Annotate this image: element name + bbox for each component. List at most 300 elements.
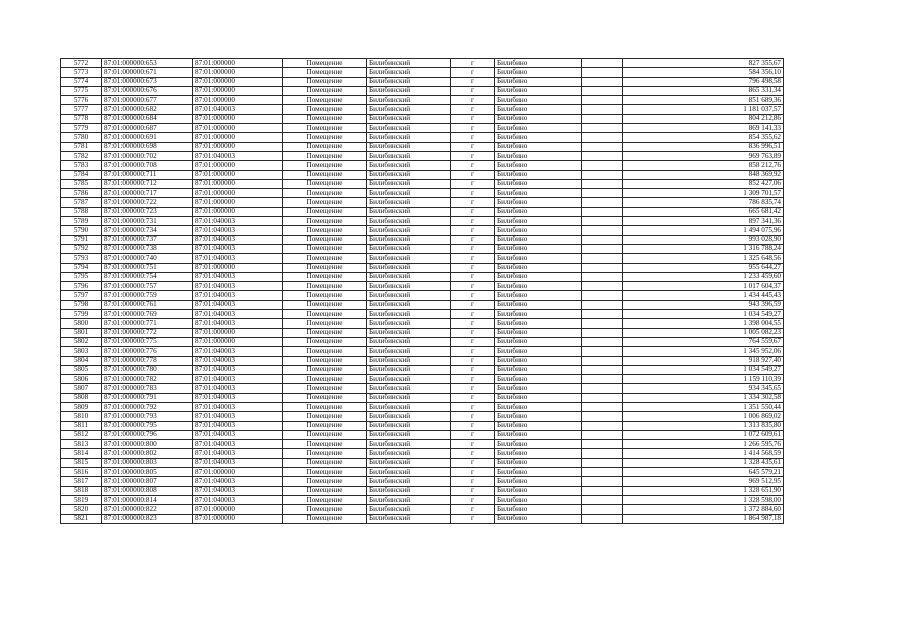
district-cell: Билибинский — [367, 291, 451, 300]
table-row — [61, 514, 784, 523]
settlement-name-cell: Билибино — [495, 59, 582, 68]
settlement-name-cell: Билибино — [495, 207, 582, 216]
settlement-kind-cell: г — [451, 495, 495, 504]
cadastral-value-cell: 804 212,86 — [623, 114, 784, 123]
empty-cell — [582, 151, 623, 160]
empty-cell — [582, 505, 623, 514]
table-row — [61, 300, 784, 309]
settlement-kind-cell: г — [451, 365, 495, 374]
settlement-name-cell: Билибино — [495, 282, 582, 291]
object-type-cell: Помещение — [283, 477, 367, 486]
district-cell: Билибинский — [367, 440, 451, 449]
object-type-cell: Помещение — [283, 114, 367, 123]
settlement-kind-cell: г — [451, 59, 495, 68]
cadastral-block-cell: 87:01:040003 — [193, 402, 283, 411]
cadastral-value-cell: 955 644,27 — [623, 263, 784, 272]
empty-cell — [582, 430, 623, 439]
district-cell: Билибинский — [367, 319, 451, 328]
settlement-kind-cell: г — [451, 133, 495, 142]
cadastral-number-cell: 87:01:000000:682 — [102, 105, 193, 114]
empty-cell — [582, 179, 623, 188]
cadastral-block-cell: 87:01:000000 — [193, 59, 283, 68]
object-type-cell: Помещение — [283, 133, 367, 142]
district-cell: Билибинский — [367, 430, 451, 439]
cadastral-value-table — [60, 58, 784, 524]
cadastral-block-cell: 87:01:040003 — [193, 412, 283, 421]
row-number-cell: 5817 — [61, 477, 102, 486]
cadastral-number-cell: 87:01:000000:823 — [102, 514, 193, 523]
cadastral-number-cell: 87:01:000000:808 — [102, 486, 193, 495]
settlement-kind-cell: г — [451, 161, 495, 170]
cadastral-value-cell: 1 309 701,57 — [623, 189, 784, 198]
row-number-cell: 5786 — [61, 189, 102, 198]
cadastral-block-cell: 87:01:000000 — [193, 263, 283, 272]
cadastral-value-cell: 943 396,59 — [623, 300, 784, 309]
table-row — [61, 161, 784, 170]
settlement-name-cell: Билибино — [495, 133, 582, 142]
object-type-cell: Помещение — [283, 105, 367, 114]
table-row — [61, 412, 784, 421]
cadastral-number-cell: 87:01:000000:791 — [102, 393, 193, 402]
object-type-cell: Помещение — [283, 291, 367, 300]
row-number-cell: 5784 — [61, 170, 102, 179]
cadastral-number-cell: 87:01:000000:708 — [102, 161, 193, 170]
row-number-cell: 5802 — [61, 337, 102, 346]
object-type-cell: Помещение — [283, 393, 367, 402]
district-cell: Билибинский — [367, 263, 451, 272]
settlement-kind-cell: г — [451, 356, 495, 365]
settlement-kind-cell: г — [451, 124, 495, 133]
object-type-cell: Помещение — [283, 440, 367, 449]
cadastral-block-cell: 87:01:040003 — [193, 235, 283, 244]
cadastral-number-cell: 87:01:000000:702 — [102, 151, 193, 160]
settlement-name-cell: Билибино — [495, 142, 582, 151]
object-type-cell: Помещение — [283, 486, 367, 495]
row-number-cell: 5775 — [61, 86, 102, 95]
district-cell: Билибинский — [367, 384, 451, 393]
settlement-kind-cell: г — [451, 170, 495, 179]
empty-cell — [582, 217, 623, 226]
empty-cell — [582, 207, 623, 216]
settlement-kind-cell: г — [451, 207, 495, 216]
cadastral-number-cell: 87:01:000000:754 — [102, 272, 193, 281]
district-cell: Билибинский — [367, 68, 451, 77]
table-row — [61, 189, 784, 198]
cadastral-value-cell: 1 034 549,27 — [623, 365, 784, 374]
cadastral-block-cell: 87:01:040003 — [193, 217, 283, 226]
empty-cell — [582, 235, 623, 244]
table-row — [61, 68, 784, 77]
settlement-name-cell: Билибино — [495, 114, 582, 123]
settlement-name-cell: Билибино — [495, 198, 582, 207]
district-cell: Билибинский — [367, 114, 451, 123]
cadastral-value-cell: 827 355,67 — [623, 59, 784, 68]
settlement-kind-cell: г — [451, 412, 495, 421]
cadastral-number-cell: 87:01:000000:769 — [102, 310, 193, 319]
empty-cell — [582, 272, 623, 281]
empty-cell — [582, 514, 623, 523]
table-row — [61, 272, 784, 281]
row-number-cell: 5780 — [61, 133, 102, 142]
cadastral-block-cell: 87:01:040003 — [193, 244, 283, 253]
cadastral-value-cell: 1 017 604,37 — [623, 282, 784, 291]
cadastral-number-cell: 87:01:000000:805 — [102, 468, 193, 477]
object-type-cell: Помещение — [283, 77, 367, 86]
row-number-cell: 5781 — [61, 142, 102, 151]
object-type-cell: Помещение — [283, 468, 367, 477]
object-type-cell: Помещение — [283, 151, 367, 160]
cadastral-block-cell: 87:01:040003 — [193, 282, 283, 291]
empty-cell — [582, 402, 623, 411]
cadastral-value-cell: 1 328 651,90 — [623, 486, 784, 495]
cadastral-number-cell: 87:01:000000:698 — [102, 142, 193, 151]
settlement-kind-cell: г — [451, 235, 495, 244]
row-number-cell: 5773 — [61, 68, 102, 77]
district-cell: Билибинский — [367, 254, 451, 263]
settlement-name-cell: Билибино — [495, 189, 582, 198]
settlement-name-cell: Билибино — [495, 412, 582, 421]
table-row — [61, 393, 784, 402]
settlement-name-cell: Билибино — [495, 384, 582, 393]
table-row — [61, 328, 784, 337]
cadastral-value-cell: 584 356,10 — [623, 68, 784, 77]
settlement-kind-cell: г — [451, 198, 495, 207]
settlement-name-cell: Билибино — [495, 347, 582, 356]
object-type-cell: Помещение — [283, 495, 367, 504]
settlement-name-cell: Билибино — [495, 217, 582, 226]
settlement-name-cell: Билибино — [495, 514, 582, 523]
cadastral-block-cell: 87:01:000000 — [193, 114, 283, 123]
district-cell: Билибинский — [367, 235, 451, 244]
cadastral-value-cell: 1 005 082,23 — [623, 328, 784, 337]
district-cell: Билибинский — [367, 514, 451, 523]
district-cell: Билибинский — [367, 328, 451, 337]
settlement-kind-cell: г — [451, 142, 495, 151]
settlement-name-cell: Билибино — [495, 226, 582, 235]
row-number-cell: 5810 — [61, 412, 102, 421]
district-cell: Билибинский — [367, 300, 451, 309]
row-number-cell: 5813 — [61, 440, 102, 449]
row-number-cell: 5787 — [61, 198, 102, 207]
empty-cell — [582, 254, 623, 263]
object-type-cell: Помещение — [283, 402, 367, 411]
cadastral-block-cell: 87:01:040003 — [193, 440, 283, 449]
empty-cell — [582, 105, 623, 114]
empty-cell — [582, 458, 623, 467]
object-type-cell: Помещение — [283, 217, 367, 226]
row-number-cell: 5797 — [61, 291, 102, 300]
empty-cell — [582, 244, 623, 253]
district-cell: Билибинский — [367, 77, 451, 86]
table-row — [61, 86, 784, 95]
cadastral-block-cell: 87:01:040003 — [193, 486, 283, 495]
cadastral-value-cell: 1 328 435,61 — [623, 458, 784, 467]
table-row — [61, 179, 784, 188]
table-row — [61, 226, 784, 235]
table-row — [61, 282, 784, 291]
cadastral-number-cell: 87:01:000000:653 — [102, 59, 193, 68]
district-cell: Билибинский — [367, 412, 451, 421]
cadastral-number-cell: 87:01:000000:771 — [102, 319, 193, 328]
row-number-cell: 5779 — [61, 124, 102, 133]
settlement-name-cell: Билибино — [495, 375, 582, 384]
cadastral-value-cell: 858 212,76 — [623, 161, 784, 170]
object-type-cell: Помещение — [283, 347, 367, 356]
district-cell: Билибинский — [367, 310, 451, 319]
cadastral-value-cell: 1 233 459,60 — [623, 272, 784, 281]
settlement-kind-cell: г — [451, 486, 495, 495]
table-row — [61, 356, 784, 365]
cadastral-value-cell: 848 369,92 — [623, 170, 784, 179]
cadastral-number-cell: 87:01:000000:783 — [102, 384, 193, 393]
object-type-cell: Помещение — [283, 170, 367, 179]
cadastral-number-cell: 87:01:000000:803 — [102, 458, 193, 467]
cadastral-block-cell: 87:01:040003 — [193, 365, 283, 374]
empty-cell — [582, 486, 623, 495]
cadastral-block-cell: 87:01:000000 — [193, 96, 283, 105]
row-number-cell: 5778 — [61, 114, 102, 123]
row-number-cell: 5809 — [61, 402, 102, 411]
settlement-kind-cell: г — [451, 226, 495, 235]
object-type-cell: Помещение — [283, 328, 367, 337]
cadastral-value-cell: 918 927,40 — [623, 356, 784, 365]
settlement-kind-cell: г — [451, 421, 495, 430]
row-number-cell: 5792 — [61, 244, 102, 253]
cadastral-block-cell: 87:01:000000 — [193, 505, 283, 514]
cadastral-block-cell: 87:01:040003 — [193, 272, 283, 281]
empty-cell — [582, 170, 623, 179]
table-row — [61, 217, 784, 226]
settlement-name-cell: Билибино — [495, 468, 582, 477]
empty-cell — [582, 477, 623, 486]
cadastral-value-cell: 993 028,90 — [623, 235, 784, 244]
object-type-cell: Помещение — [283, 226, 367, 235]
cadastral-number-cell: 87:01:000000:734 — [102, 226, 193, 235]
cadastral-value-cell: 786 835,74 — [623, 198, 784, 207]
settlement-name-cell: Билибино — [495, 151, 582, 160]
settlement-kind-cell: г — [451, 151, 495, 160]
object-type-cell: Помещение — [283, 300, 367, 309]
settlement-name-cell: Билибино — [495, 105, 582, 114]
settlement-kind-cell: г — [451, 505, 495, 514]
empty-cell — [582, 86, 623, 95]
district-cell: Билибинский — [367, 375, 451, 384]
object-type-cell: Помещение — [283, 458, 367, 467]
row-number-cell: 5793 — [61, 254, 102, 263]
object-type-cell: Помещение — [283, 244, 367, 253]
row-number-cell: 5819 — [61, 495, 102, 504]
cadastral-block-cell: 87:01:040003 — [193, 319, 283, 328]
row-number-cell: 5794 — [61, 263, 102, 272]
settlement-kind-cell: г — [451, 189, 495, 198]
district-cell: Билибинский — [367, 105, 451, 114]
table-row — [61, 124, 784, 133]
row-number-cell: 5803 — [61, 347, 102, 356]
object-type-cell: Помещение — [283, 430, 367, 439]
table-row — [61, 402, 784, 411]
cadastral-number-cell: 87:01:000000:807 — [102, 477, 193, 486]
cadastral-value-cell: 1 266 595,76 — [623, 440, 784, 449]
table-row — [61, 505, 784, 514]
settlement-name-cell: Билибино — [495, 337, 582, 346]
row-number-cell: 5800 — [61, 319, 102, 328]
district-cell: Билибинский — [367, 272, 451, 281]
object-type-cell: Помещение — [283, 68, 367, 77]
cadastral-block-cell: 87:01:040003 — [193, 449, 283, 458]
row-number-cell: 5815 — [61, 458, 102, 467]
settlement-name-cell: Билибино — [495, 272, 582, 281]
row-number-cell: 5820 — [61, 505, 102, 514]
settlement-name-cell: Билибино — [495, 356, 582, 365]
empty-cell — [582, 291, 623, 300]
cadastral-block-cell: 87:01:000000 — [193, 161, 283, 170]
empty-cell — [582, 310, 623, 319]
row-number-cell: 5801 — [61, 328, 102, 337]
cadastral-block-cell: 87:01:000000 — [193, 142, 283, 151]
cadastral-block-cell: 87:01:040003 — [193, 300, 283, 309]
object-type-cell: Помещение — [283, 449, 367, 458]
cadastral-value-cell: 1 316 788,24 — [623, 244, 784, 253]
district-cell: Билибинский — [367, 151, 451, 160]
cadastral-block-cell: 87:01:000000 — [193, 328, 283, 337]
cadastral-block-cell: 87:01:000000 — [193, 514, 283, 523]
district-cell: Билибинский — [367, 133, 451, 142]
object-type-cell: Помещение — [283, 319, 367, 328]
empty-cell — [582, 263, 623, 272]
table-row — [61, 170, 784, 179]
settlement-name-cell: Билибино — [495, 310, 582, 319]
settlement-kind-cell: г — [451, 402, 495, 411]
cadastral-number-cell: 87:01:000000:673 — [102, 77, 193, 86]
table-row — [61, 142, 784, 151]
settlement-kind-cell: г — [451, 244, 495, 253]
district-cell: Билибинский — [367, 402, 451, 411]
settlement-name-cell: Билибино — [495, 124, 582, 133]
table-row — [61, 254, 784, 263]
object-type-cell: Помещение — [283, 86, 367, 95]
cadastral-value-cell: 764 559,67 — [623, 337, 784, 346]
object-type-cell: Помещение — [283, 337, 367, 346]
table-row — [61, 384, 784, 393]
cadastral-block-cell: 87:01:040003 — [193, 430, 283, 439]
district-cell: Билибинский — [367, 142, 451, 151]
table-row — [61, 477, 784, 486]
empty-cell — [582, 495, 623, 504]
cadastral-number-cell: 87:01:000000:782 — [102, 375, 193, 384]
cadastral-value-cell: 1 313 835,80 — [623, 421, 784, 430]
district-cell: Билибинский — [367, 458, 451, 467]
settlement-kind-cell: г — [451, 77, 495, 86]
cadastral-number-cell: 87:01:000000:677 — [102, 96, 193, 105]
empty-cell — [582, 114, 623, 123]
settlement-kind-cell: г — [451, 430, 495, 439]
district-cell: Билибинский — [367, 179, 451, 188]
district-cell: Билибинский — [367, 189, 451, 198]
cadastral-number-cell: 87:01:000000:814 — [102, 495, 193, 504]
object-type-cell: Помещение — [283, 263, 367, 272]
settlement-kind-cell: г — [451, 217, 495, 226]
table-row — [61, 319, 784, 328]
cadastral-number-cell: 87:01:000000:778 — [102, 356, 193, 365]
cadastral-block-cell: 87:01:040003 — [193, 226, 283, 235]
settlement-kind-cell: г — [451, 458, 495, 467]
empty-cell — [582, 356, 623, 365]
settlement-name-cell: Билибино — [495, 421, 582, 430]
cadastral-block-cell: 87:01:000000 — [193, 468, 283, 477]
settlement-name-cell: Билибино — [495, 505, 582, 514]
object-type-cell: Помещение — [283, 282, 367, 291]
document-sheet — [60, 58, 784, 524]
row-number-cell: 5804 — [61, 356, 102, 365]
cadastral-value-cell: 1 494 075,96 — [623, 226, 784, 235]
cadastral-value-cell: 851 689,36 — [623, 96, 784, 105]
empty-cell — [582, 347, 623, 356]
object-type-cell: Помещение — [283, 179, 367, 188]
table-row — [61, 263, 784, 272]
table-row — [61, 458, 784, 467]
cadastral-value-cell: 1 159 110,39 — [623, 375, 784, 384]
cadastral-number-cell: 87:01:000000:772 — [102, 328, 193, 337]
cadastral-number-cell: 87:01:000000:717 — [102, 189, 193, 198]
cadastral-number-cell: 87:01:000000:671 — [102, 68, 193, 77]
object-type-cell: Помещение — [283, 142, 367, 151]
district-cell: Билибинский — [367, 217, 451, 226]
cadastral-number-cell: 87:01:000000:751 — [102, 263, 193, 272]
settlement-kind-cell: г — [451, 105, 495, 114]
table-row — [61, 468, 784, 477]
table-row — [61, 105, 784, 114]
district-cell: Билибинский — [367, 170, 451, 179]
settlement-name-cell: Билибино — [495, 291, 582, 300]
table-row — [61, 207, 784, 216]
row-number-cell: 5788 — [61, 207, 102, 216]
row-number-cell: 5821 — [61, 514, 102, 523]
cadastral-number-cell: 87:01:000000:691 — [102, 133, 193, 142]
cadastral-value-cell: 1 414 568,59 — [623, 449, 784, 458]
empty-cell — [582, 96, 623, 105]
settlement-kind-cell: г — [451, 514, 495, 523]
cadastral-number-cell: 87:01:000000:761 — [102, 300, 193, 309]
settlement-kind-cell: г — [451, 300, 495, 309]
cadastral-number-cell: 87:01:000000:759 — [102, 291, 193, 300]
district-cell: Билибинский — [367, 337, 451, 346]
district-cell: Билибинский — [367, 495, 451, 504]
object-type-cell: Помещение — [283, 375, 367, 384]
settlement-name-cell: Билибино — [495, 244, 582, 253]
settlement-name-cell: Билибино — [495, 402, 582, 411]
district-cell: Билибинский — [367, 468, 451, 477]
district-cell: Билибинский — [367, 393, 451, 402]
table-row — [61, 151, 784, 160]
cadastral-block-cell: 87:01:000000 — [193, 198, 283, 207]
cadastral-value-cell: 969 512,95 — [623, 477, 784, 486]
cadastral-block-cell: 87:01:040003 — [193, 254, 283, 263]
district-cell: Билибинский — [367, 198, 451, 207]
row-number-cell: 5790 — [61, 226, 102, 235]
table-row — [61, 375, 784, 384]
empty-cell — [582, 133, 623, 142]
settlement-kind-cell: г — [451, 263, 495, 272]
cadastral-number-cell: 87:01:000000:780 — [102, 365, 193, 374]
empty-cell — [582, 319, 623, 328]
table-row — [61, 235, 784, 244]
cadastral-block-cell: 87:01:040003 — [193, 458, 283, 467]
settlement-kind-cell: г — [451, 68, 495, 77]
row-number-cell: 5789 — [61, 217, 102, 226]
cadastral-block-cell: 87:01:000000 — [193, 124, 283, 133]
settlement-name-cell: Билибино — [495, 170, 582, 179]
table-row — [61, 114, 784, 123]
